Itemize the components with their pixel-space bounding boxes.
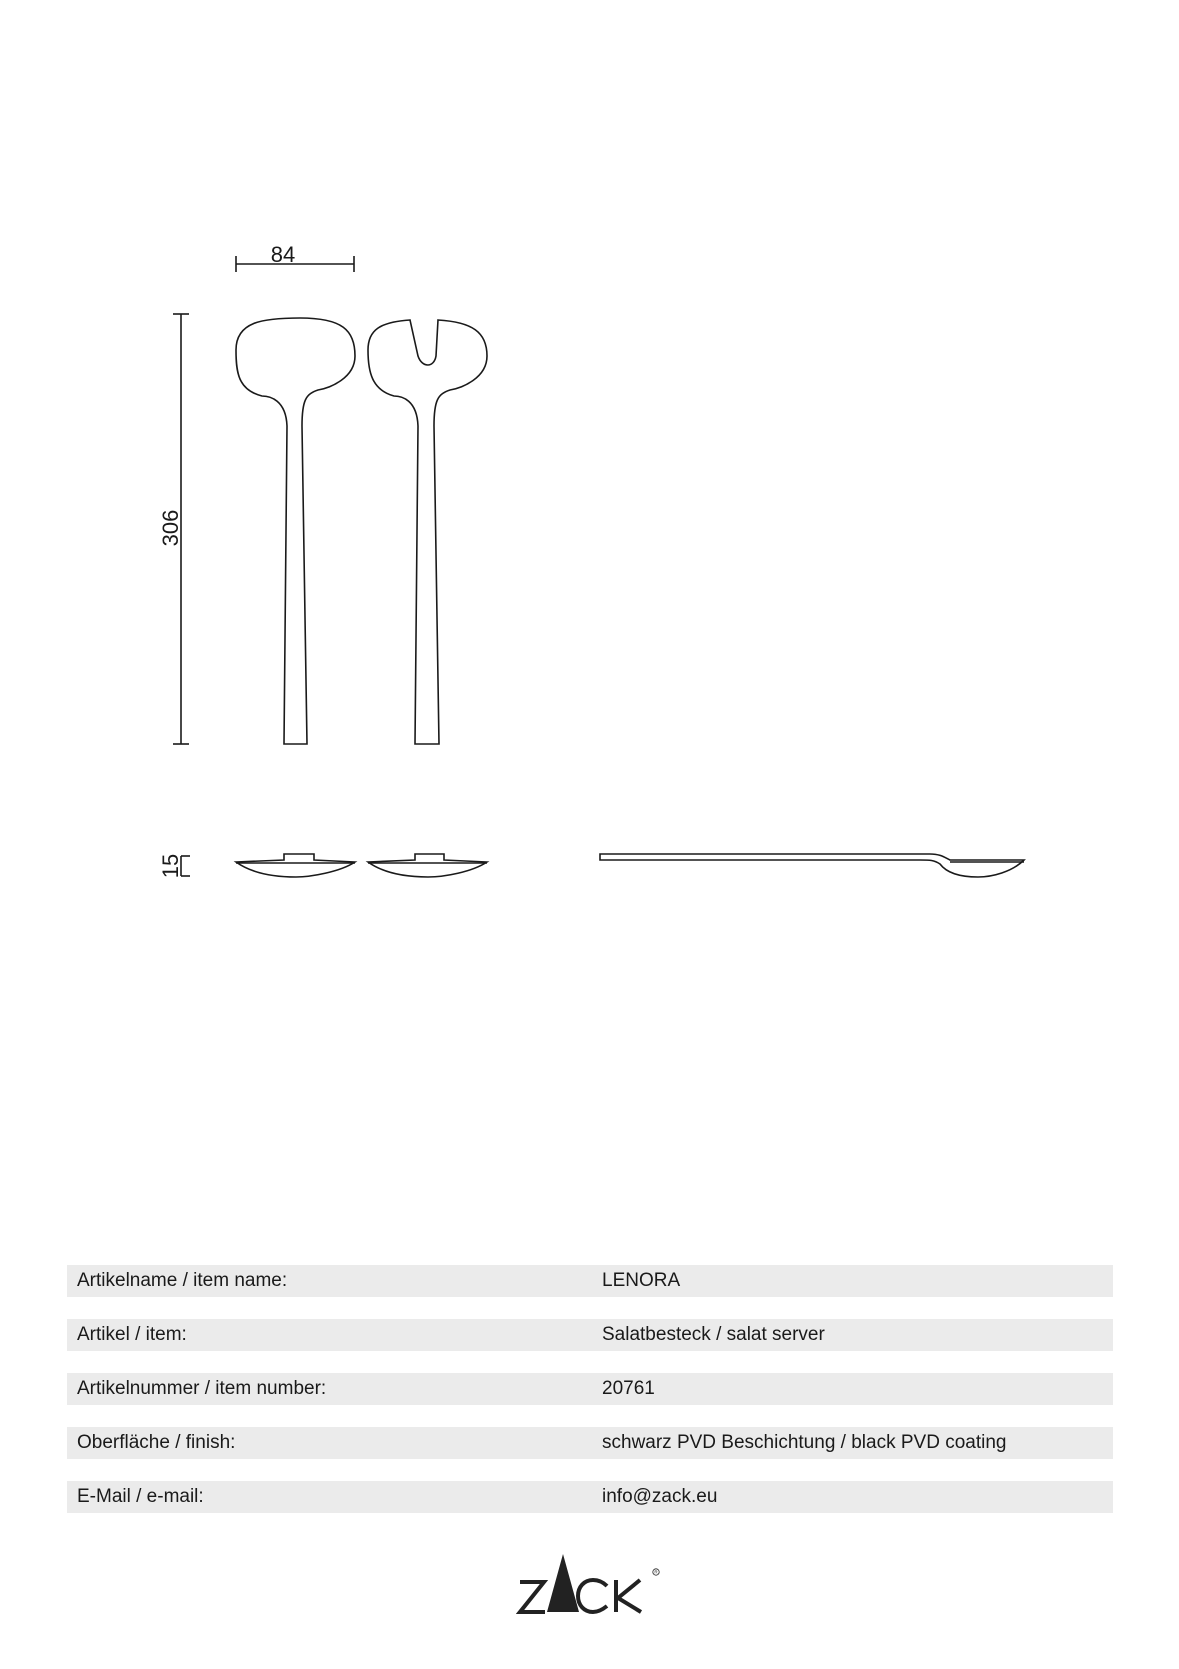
width-dimension-label: 84: [270, 242, 296, 267]
fork-side-outline: [368, 854, 487, 877]
spoon-side-outline: [236, 854, 355, 877]
spec-label: Artikelnummer / item number:: [77, 1378, 327, 1399]
depth-dimension-label: 15: [158, 853, 183, 879]
spec-value: 20761: [602, 1378, 655, 1399]
spec-label: Artikel / item:: [77, 1324, 187, 1345]
fork-front-outline: [368, 320, 487, 744]
spec-row-email: [67, 1481, 1113, 1513]
height-dimension-label: 306: [158, 509, 183, 547]
spec-value: schwarz PVD Beschichtung / black PVD coating: [602, 1432, 1007, 1453]
spec-value: Salatbesteck / salat server: [602, 1324, 825, 1345]
spec-label: Oberfläche / finish:: [77, 1432, 236, 1453]
zack-logo: [516, 1548, 666, 1618]
spec-row-item-name: [67, 1265, 1113, 1297]
spec-row-item-number: [67, 1373, 1113, 1405]
spec-row-item: [67, 1319, 1113, 1351]
spec-value: info@zack.eu: [602, 1486, 718, 1507]
spec-row-finish: [67, 1427, 1113, 1459]
spec-value: LENORA: [602, 1270, 681, 1291]
svg-text:R: R: [654, 1569, 658, 1575]
spec-label: E-Mail / e-mail:: [77, 1486, 204, 1507]
spoon-front-outline: [236, 318, 355, 744]
spec-table: [67, 1265, 1113, 1535]
server-profile-outline: [600, 854, 1024, 877]
spec-label: Artikelname / item name:: [77, 1270, 288, 1291]
